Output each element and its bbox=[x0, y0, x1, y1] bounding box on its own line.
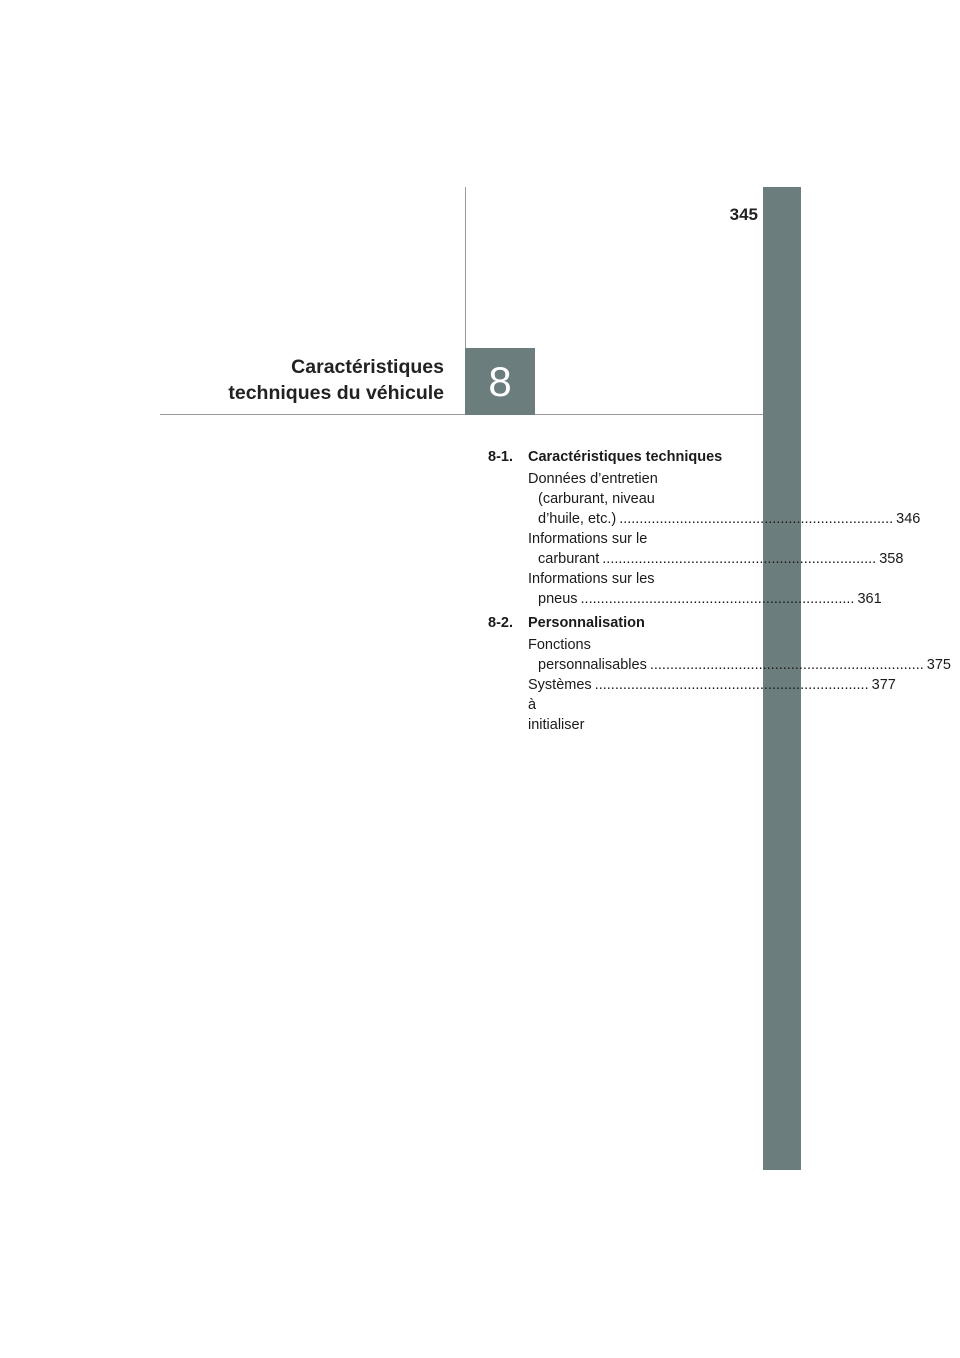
toc-entry[interactable] bbox=[528, 469, 921, 529]
toc-entry-line: (carburant, niveau bbox=[538, 491, 655, 507]
chapter-title-line-1: Caractéristiques bbox=[291, 356, 444, 378]
toc-page-number: 361 bbox=[857, 591, 882, 607]
horizontal-divider bbox=[160, 414, 763, 415]
dot-leader: .................................................................... bbox=[594, 677, 869, 693]
dot-leader: .................................................................... bbox=[619, 511, 894, 527]
chapter-title bbox=[228, 354, 444, 406]
toc-entry-line: Systèmes à initialiser bbox=[528, 677, 592, 733]
toc-entry-line: pneus bbox=[538, 591, 578, 607]
toc-entry[interactable] bbox=[528, 675, 896, 735]
toc-entry[interactable] bbox=[528, 529, 904, 569]
toc-entry-line: carburant bbox=[538, 551, 600, 567]
toc-entry-line: Informations sur les bbox=[528, 571, 655, 587]
toc-page-number: 377 bbox=[871, 677, 896, 693]
toc-entry-line: d’huile, etc.) bbox=[538, 511, 617, 527]
toc-entry[interactable] bbox=[528, 635, 951, 675]
dot-leader: .................................................................... bbox=[649, 657, 924, 673]
dot-leader: .................................................................... bbox=[602, 551, 877, 567]
vertical-divider bbox=[465, 187, 466, 348]
toc-section-heading[interactable] bbox=[488, 613, 740, 633]
chapter-title-line-2: techniques du véhicule bbox=[228, 382, 444, 404]
chapter-number: 8 bbox=[488, 357, 512, 405]
toc-page-number: 358 bbox=[879, 551, 904, 567]
toc-page-number: 375 bbox=[926, 657, 951, 673]
toc-entry-line: personnalisables bbox=[538, 657, 647, 673]
toc-page-number: 346 bbox=[896, 511, 921, 527]
page-number: 345 bbox=[729, 205, 758, 224]
table-of-contents bbox=[488, 447, 951, 735]
chapter-number-box bbox=[465, 348, 535, 415]
toc-section-number: 8-1. bbox=[488, 449, 513, 465]
toc-section-number: 8-2. bbox=[488, 615, 513, 631]
toc-entry-line: Données d’entretien bbox=[528, 471, 658, 487]
toc-section-title: Personnalisation bbox=[528, 615, 645, 631]
toc-entry-line: Fonctions bbox=[528, 637, 591, 653]
toc-section-title: Caractéristiques techniques bbox=[528, 449, 723, 465]
dot-leader: .................................................................... bbox=[580, 591, 855, 607]
toc-entry[interactable] bbox=[528, 569, 882, 609]
toc-section-heading[interactable] bbox=[488, 447, 740, 467]
toc-entry-line: Informations sur le bbox=[528, 531, 648, 547]
